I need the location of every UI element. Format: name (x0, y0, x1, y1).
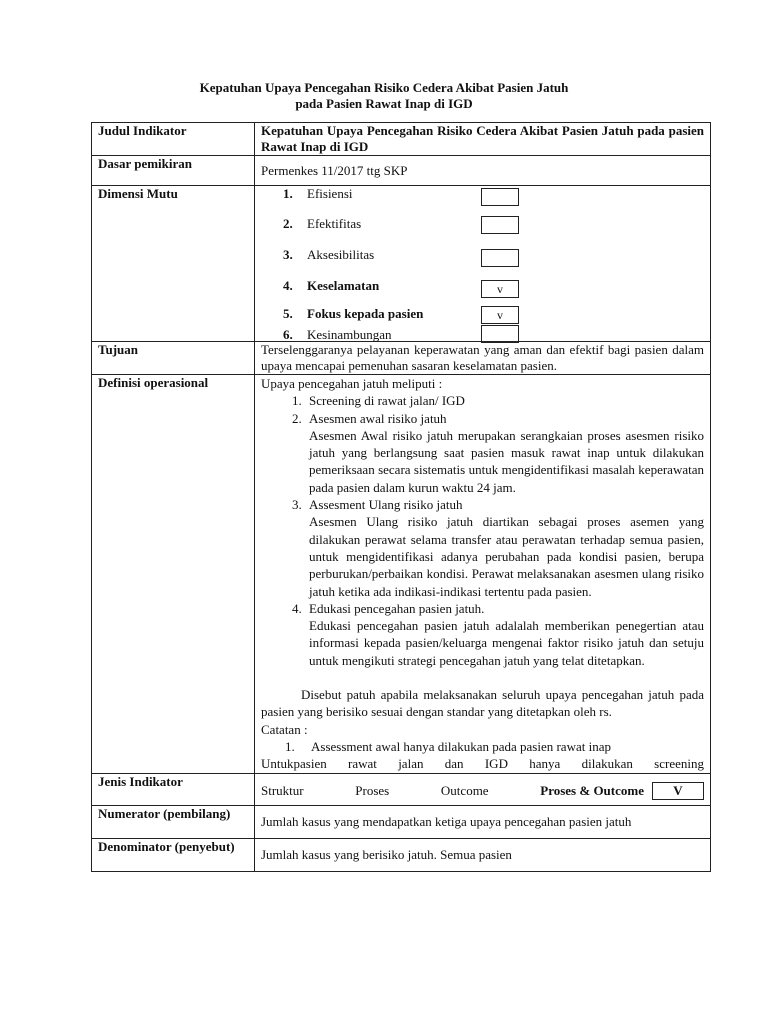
dimensi-checkbox[interactable]: v (481, 306, 519, 324)
dimensi-item-text: Efisiensi (307, 186, 353, 201)
dimensi-item (283, 306, 423, 322)
catatan-item: 1. Assessment awal hanya dilakukan pada pasien rawat inap (285, 738, 611, 754)
tujuan-value: Terselenggaranya pelayanan keperawatan yang aman dan efektif bagi pasien dalam upaya mencapai pemenuhan sasaran keselamatan pasien. (255, 342, 711, 375)
tujuan-label: Tujuan (92, 342, 255, 375)
dimensi-item-text: Kesinambungan (307, 327, 392, 342)
dimensi-item (283, 186, 353, 202)
row-definisi (92, 375, 711, 774)
dimensi-item (283, 247, 374, 263)
numerator-value (255, 805, 711, 838)
dimensi-checkbox[interactable] (481, 325, 519, 343)
jenis-value (255, 773, 711, 805)
dimensi-item-num: 1. (283, 186, 293, 201)
numerator-label: Numerator (pembilang) (92, 805, 255, 838)
dimensi-item-num: 4. (283, 278, 293, 293)
row-judul (92, 123, 711, 156)
dimensi-item (283, 278, 379, 294)
denominator-value (255, 838, 711, 871)
row-dasar (92, 156, 711, 186)
jenis-label: Jenis Indikator (92, 773, 255, 805)
row-denominator (92, 838, 711, 871)
dimensi-checkbox[interactable]: v (481, 280, 519, 298)
definisi-item (305, 496, 704, 600)
dimensi-item-text: Keselamatan (307, 278, 380, 293)
definisi-item-title: 4. Edukasi pencegahan pasien jatuh. (309, 600, 485, 616)
row-jenis (92, 773, 711, 805)
dimensi-value (255, 186, 711, 342)
definisi-item-desc: Asesmen Ulang risiko jatuh diartikan sebagai proses asemen yang dilakukan perawat selama transfer atau perawatan terhadap semua pasien, untuk mengidentifikasi adanya perubahan pada kondisi pasien, berupa perburukan/perbaikan kondisi. Perawat melaksanakan asesmen ulang risiko jatuh ketika ada indikasi-indikasi tertentu pada pasien. (309, 514, 704, 599)
row-numerator (92, 805, 711, 838)
definisi-item (305, 410, 704, 496)
definisi-item-title: 2. Asesmen awal risiko jatuh (309, 410, 447, 426)
definisi-item (305, 392, 704, 409)
definisi-item (305, 600, 704, 669)
dimensi-item-text: Efektifitas (307, 216, 362, 231)
definisi-item-desc: Asesmen Awal risiko jatuh merupakan serangkaian proses asesmen risiko jatuh yang berlangsung saat pasien masuk rawat inap untuk dilakukan pemeriksaan secara sistematis untuk mengidentifikasi masalah keperawatan pada pasien dalam kurun waktu 24 jam. (309, 427, 704, 495)
jenis-checkbox[interactable]: V (652, 782, 704, 800)
definisi-list (261, 392, 704, 669)
jenis-option-proses: Proses (355, 782, 390, 798)
definisi-item-desc: Edukasi pencegahan pasien jatuh adalalah memberikan penegertian atau informasi kepada pasien/keluarga mengenai faktor risiko jatuh dan setuju untuk mengikuti strategi pencegahan jatuh yang telat ditetapkan. (309, 618, 704, 668)
judul-value: Kepatuhan Upaya Pencegahan Risiko Cedera Akibat Pasien Jatuh pada pasien Rawat Inap di IGD (255, 123, 711, 156)
definisi-value (255, 375, 711, 774)
definisi-intro: Upaya pencegahan jatuh meliputi : (261, 376, 443, 391)
dimensi-item-num: 2. (283, 216, 293, 231)
jenis-option-struktur: Struktur (261, 782, 304, 798)
catatan-item-text: Assessment awal hanya dilakukan pada pasien rawat inap (311, 738, 611, 754)
row-tujuan (92, 342, 711, 375)
judul-label: Judul Indikator (92, 123, 255, 156)
dimensi-item-num: 6. (283, 327, 293, 342)
dasar-text: Permenkes 11/2017 ttg SKP (261, 163, 408, 178)
numerator-text: Jumlah kasus yang mendapatkan ketiga upaya pencegahan pasien jatuh (261, 813, 632, 829)
denominator-text: Jumlah kasus yang berisiko jatuh. Semua pasien (261, 846, 512, 862)
dimensi-checkbox[interactable] (481, 249, 519, 267)
row-dimensi (92, 186, 711, 342)
indicator-profile-table (91, 122, 711, 872)
jenis-option-proses-outcome-label: Proses & Outcome (540, 782, 644, 798)
dimensi-label: Dimensi Mutu (92, 186, 255, 342)
dimensi-item-num: 5. (283, 306, 293, 321)
definisi-label: Definisi operasional (92, 375, 255, 774)
dimensi-item-text: Aksesibilitas (307, 247, 375, 262)
dimensi-checkbox[interactable] (481, 216, 519, 234)
definisi-item-title: 3. Assesment Ulang risiko jatuh (309, 497, 463, 513)
document-title-line-1: Kepatuhan Upaya Pencegahan Risiko Cedera Akibat Pasien Jatuh (199, 80, 569, 95)
jenis-option-outcome: Outcome (440, 782, 489, 798)
catatan-extra: Untukpasien rawat jalan dan IGD hanya dilakukan screening (261, 756, 704, 772)
dimensi-item (283, 216, 361, 232)
dimensi-checkbox[interactable] (481, 188, 519, 206)
dimensi-item (283, 327, 391, 343)
dimensi-item-text: Fokus kepada pasien (307, 306, 424, 321)
dasar-label: Dasar pemikiran (92, 156, 255, 186)
dimensi-item-num: 3. (283, 247, 293, 262)
jenis-option-proses-outcome (540, 782, 704, 800)
catatan-label: Catatan : (261, 721, 308, 737)
dasar-value (255, 156, 711, 186)
document-title-line-2: pada Pasien Rawat Inap di IGD (295, 96, 473, 111)
denominator-label: Denominator (penyebut) (92, 838, 255, 871)
definisi-summary: Disebut patuh apabila melaksanakan seluruh upaya pencegahan jatuh pada pasien yang berisiko sesuai dengan standar yang ditetapkan oleh rs. (261, 687, 704, 720)
definisi-item-title: 1. Screening di rawat jalan/ IGD (309, 393, 465, 409)
